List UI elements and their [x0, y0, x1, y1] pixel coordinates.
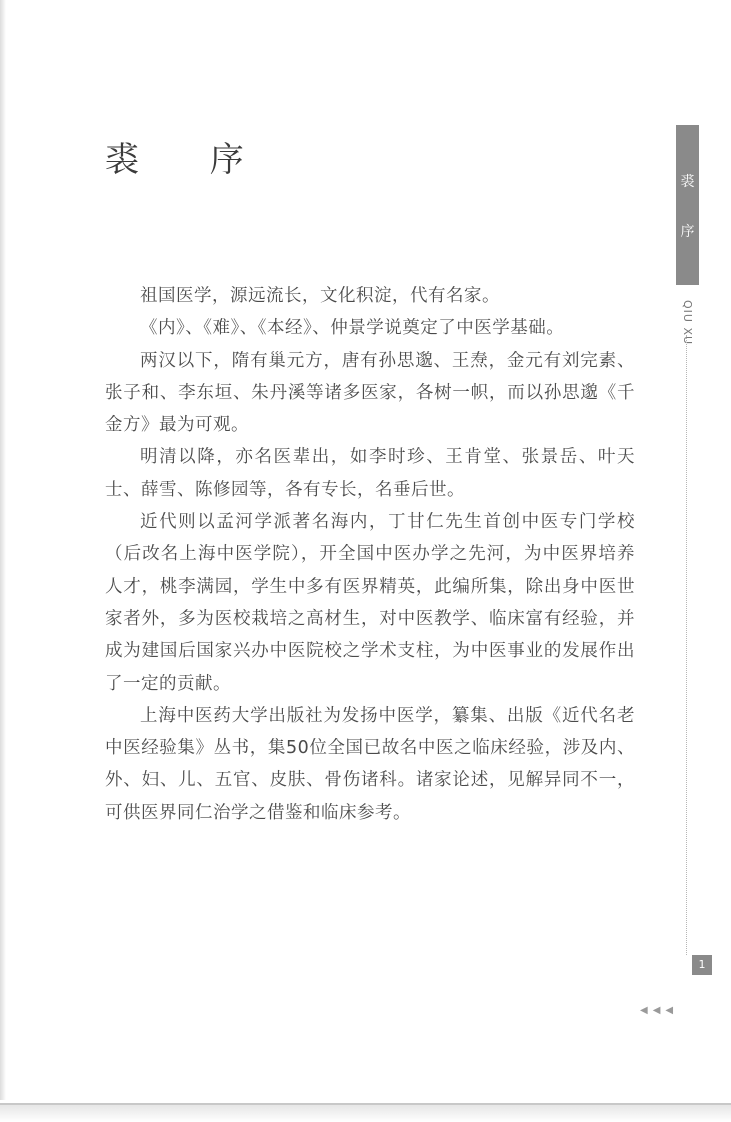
back-arrows-icon: ◀◀◀ [640, 1005, 679, 1016]
side-tab-pinyin: QIU XU [681, 300, 694, 346]
margin-dotted-line [686, 335, 687, 955]
page-left-edge [0, 0, 6, 1100]
paragraph: 两汉以下，隋有巢元方，唐有孙思邈、王焘，金元有刘完素、张子和、李东垣、朱丹溪等诸多医家，各树一帜，而以孙思邈《千金方》最为可观。 [105, 350, 635, 436]
side-section-tab [676, 125, 699, 285]
bottom-shadow [0, 1105, 731, 1122]
side-tab-char-2: 序 [680, 224, 695, 240]
paragraph: 祖国医学，源远流长，文化积淀，代有名家。 [140, 286, 500, 306]
preface-body [105, 280, 635, 829]
page-title: 裘 序 [105, 140, 274, 180]
paragraph: 明清以降，亦名医辈出，如李时珍、王肯堂、张景岳、叶天士、薛雪、陈修园等，各有专长，名垂后世。 [105, 447, 635, 500]
paragraph: 近代则以孟河学派著名海内，丁甘仁先生首创中医专门学校（后改名上海中医学院），开全国中医办学之先河，为中医界培养人才，桃李满园，学生中多有医界精英，此编所集，除出身中医世家者外，多为医校栽培之高材生，对中医教学、临床富有经验，并成为建国后国家兴办中医院校之学术支柱，为中医事业的发展作出了一定的贡献。 [105, 512, 635, 694]
side-tab-char-1: 裘 [680, 174, 695, 190]
page-number: 1 [692, 955, 712, 975]
paragraph: 《内》、《难》、《本经》、仲景学说奠定了中医学基础。 [140, 318, 565, 339]
paragraph: 上海中医药大学出版社为发扬中医学，纂集、出版《近代名老中医经验集》丛书，集50位全国已故名中医之临床经验，涉及内、外、妇、儿、五官、皮肤、骨伤诸科。诸家论述，见解异同不一，可供医界同仁治学之借鉴和临床参考。 [105, 705, 635, 823]
